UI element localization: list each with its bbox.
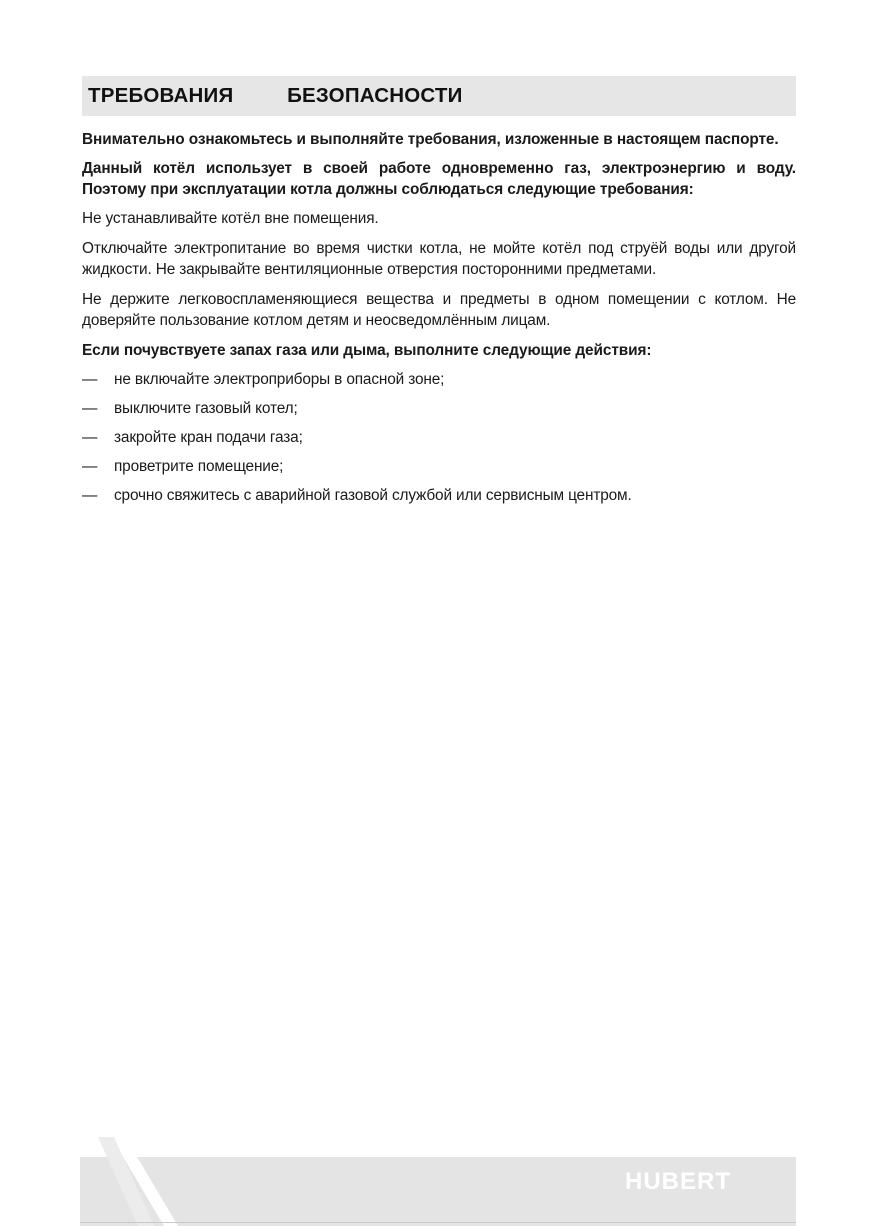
list-item-text: проветрите помещение; <box>114 458 284 475</box>
dash-marker: — <box>82 400 98 417</box>
list-item <box>82 485 796 506</box>
cleaning-warning: Отключайте электропитание во время чистки котла, не мойте котёл под струёй воды или другой жидкости. Не закрывайте вентиляционные отверстия посторонними предметами. <box>82 240 796 278</box>
list-item-text: не включайте электроприборы в опасной зоне; <box>114 371 445 388</box>
section-header <box>82 76 796 116</box>
action-list <box>82 369 796 506</box>
list-item <box>82 456 796 477</box>
section-title: ТРЕБОВАНИЯ БЕЗОПАСНОСТИ <box>88 84 463 107</box>
list-item <box>82 427 796 448</box>
dash-marker: — <box>82 429 98 446</box>
list-item <box>82 369 796 390</box>
flammables-warning: Не держите легковоспламеняющиеся вещества и предметы в одном помещении с котлом. Не доверяйте пользование котлом детям и неосведомлённым лицам. <box>82 291 796 329</box>
outdoor-install-warning: Не устанавливайте котёл вне помещения. <box>82 210 379 227</box>
footer-stripes-decoration <box>80 1137 220 1226</box>
dash-marker: — <box>82 458 98 475</box>
hubert-logo <box>625 1168 785 1192</box>
bottom-divider <box>80 1222 796 1223</box>
dash-marker: — <box>82 487 98 504</box>
hubert-logo-text: HUBERT <box>625 1168 731 1192</box>
gas-smell-heading: Если почувствуете запах газа или дыма, выполните следующие действия: <box>82 342 652 359</box>
dash-marker: — <box>82 371 98 388</box>
list-item <box>82 398 796 419</box>
list-item-text: выключите газовый котел; <box>114 400 298 417</box>
intro-paragraph: Внимательно ознакомьтесь и выполняйте требования, изложенные в настоящем паспорте. <box>82 131 779 148</box>
gas-electricity-water-paragraph: Данный котёл использует в своей работе одновременно газ, электроэнергию и воду. Поэтому при эксплуатации котла должны соблюдаться следующие требования: <box>82 160 796 198</box>
safety-requirements-section <box>82 76 796 514</box>
list-item-text: закройте кран подачи газа; <box>114 429 303 446</box>
list-item-text: срочно свяжитесь с аварийной газовой службой или сервисным центром. <box>114 487 632 504</box>
